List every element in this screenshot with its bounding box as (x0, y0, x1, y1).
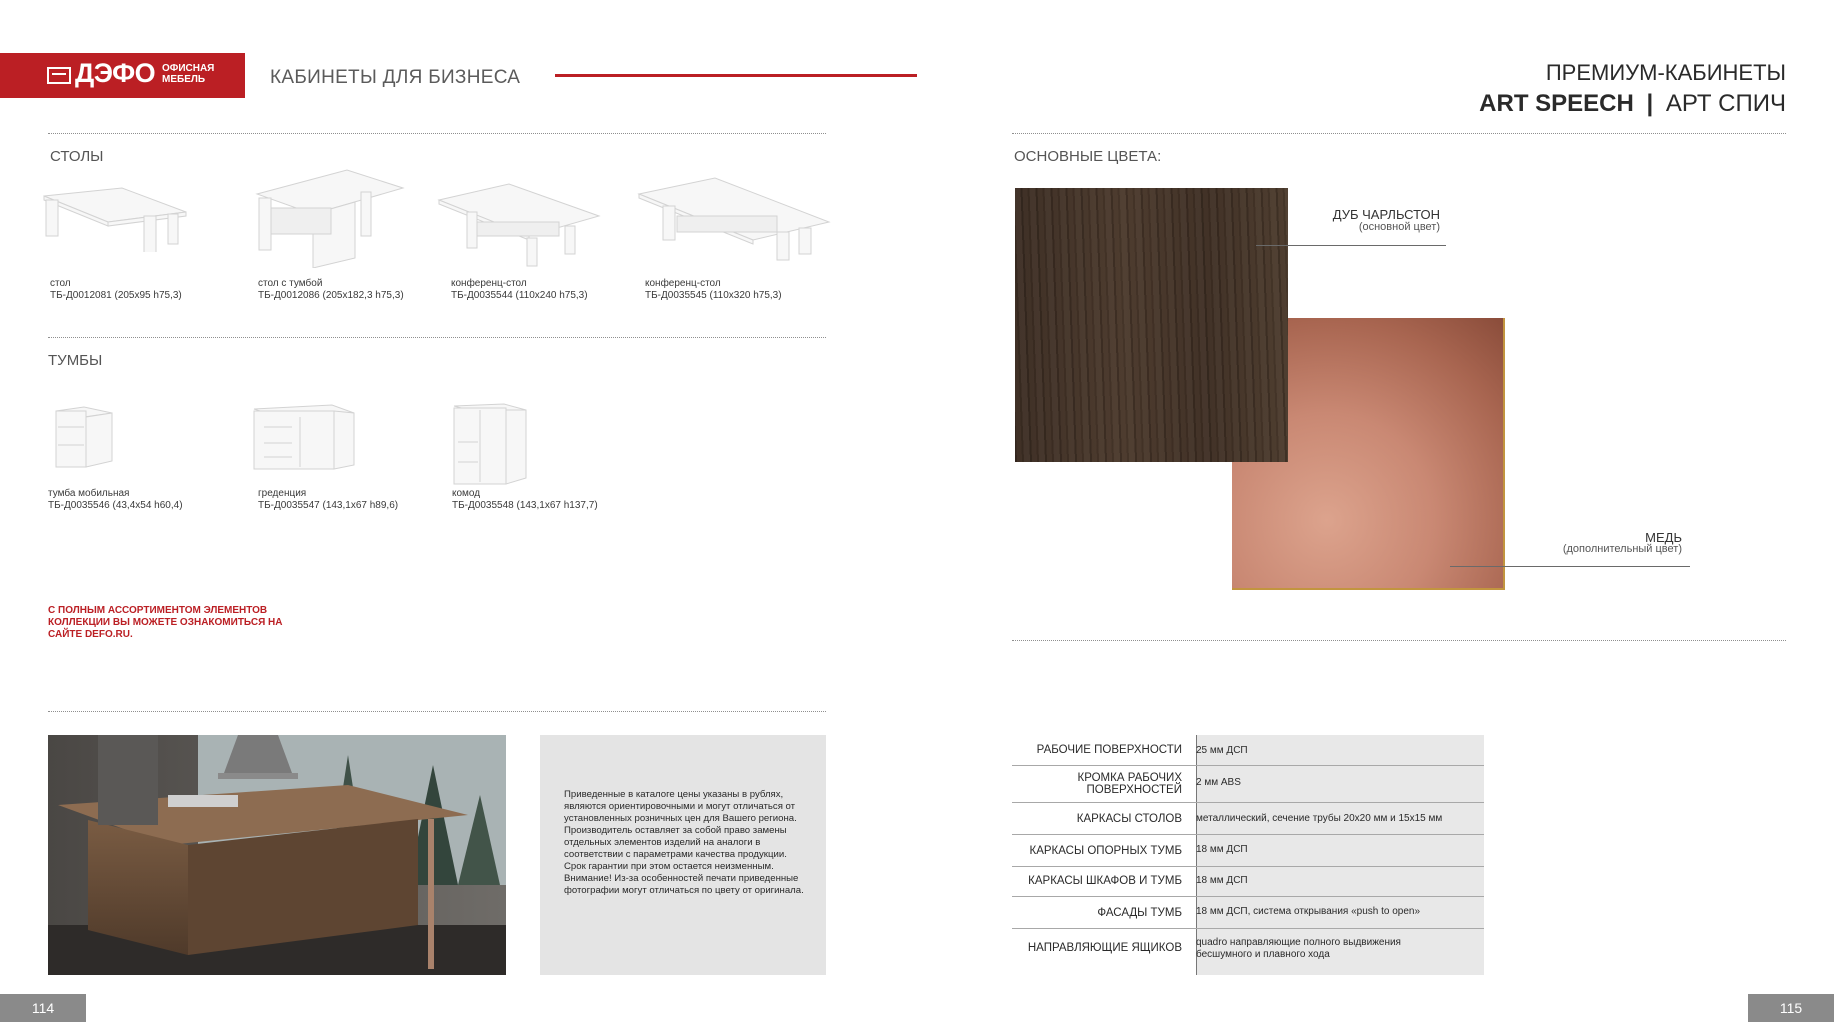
oak-swatch (1015, 188, 1288, 462)
page-number-right: 115 (1748, 994, 1834, 1022)
spec-row (1012, 928, 1484, 975)
product-code: ТБ-Д0035548 (143,1x67 h137,7) (452, 500, 598, 511)
spec-value: 18 мм ДСП (1196, 875, 1248, 886)
logo-icon (47, 67, 71, 84)
page-number-left: 114 (0, 994, 86, 1022)
product-code: ТБ-Д0035545 (110x320 h75,3) (645, 290, 782, 301)
secondary-color-note: (дополнительный цвет) (1562, 543, 1682, 555)
spec-value: 18 мм ДСП, система открывания «push to open» (1196, 906, 1421, 917)
conference-table-drawing (437, 182, 602, 267)
spec-label: РАБОЧИЕ ПОВЕРХНОСТИ (1036, 744, 1182, 756)
desk-drawing (40, 182, 190, 252)
spec-label: ФАСАДЫ ТУМБ (1097, 907, 1182, 919)
divider (48, 133, 826, 134)
product-name: стол (50, 278, 71, 289)
product-name: тумба мобильная (48, 488, 130, 499)
leader-line (1256, 245, 1446, 246)
logo-subtitle: ОФИСНАЯ МЕБЕЛЬ (162, 63, 215, 85)
spec-value: 2 мм ABS (1196, 777, 1241, 788)
logo-word: ДЭФО (75, 58, 156, 88)
spec-value: 25 мм ДСП (1196, 745, 1248, 756)
primary-color-note: (основной цвет) (1358, 221, 1440, 233)
collection-name (1479, 90, 1786, 118)
secondary-color-name: МЕДЬ (1645, 530, 1682, 545)
spec-value: quadro направляющие полного выдвижения бесшумного и плавного хода (1196, 937, 1401, 960)
product-caption (258, 488, 398, 512)
product-code: ТБ-Д0035544 (110x240 h75,3) (451, 290, 588, 301)
header-rule (555, 74, 917, 77)
section-header: КАБИНЕТЫ ДЛЯ БИЗНЕСА (270, 67, 521, 88)
spec-label: КАРКАСЫ ШКАФОВ И ТУМБ (1028, 875, 1182, 887)
collection-name-latin: ART SPEECH (1479, 90, 1634, 117)
primary-color-name: ДУБ ЧАРЛЬСТОН (1332, 207, 1440, 222)
divider (48, 711, 826, 712)
divider (48, 337, 826, 338)
product-code: ТБ-Д0035547 (143,1x67 h89,6) (258, 500, 399, 511)
credenza-drawing (252, 403, 357, 473)
spec-row (1012, 765, 1484, 803)
spec-row (1012, 802, 1484, 835)
leader-line (1450, 566, 1690, 567)
large-conference-table-drawing (637, 176, 832, 266)
cabinets-section-title: ТУМБЫ (48, 352, 103, 369)
spec-label: КРОМКА РАБОЧИХ ПОВЕРХНОСТЕЙ (1077, 772, 1182, 796)
product-caption (645, 278, 782, 302)
divider (1012, 640, 1786, 641)
product-caption (258, 278, 404, 302)
spec-label: НАПРАВЛЯЮЩИЕ ЯЩИКОВ (1027, 942, 1182, 954)
spec-row (1012, 896, 1484, 929)
product-name: конференц-стол (645, 278, 721, 289)
mobile-pedestal-drawing (54, 405, 116, 471)
product-caption (50, 278, 182, 302)
spec-row (1012, 866, 1484, 897)
divider (1012, 133, 1786, 134)
product-code: ТБ-Д0035546 (43,4x54 h60,4) (48, 500, 183, 511)
spec-label: КАРКАСЫ СТОЛОВ (1076, 813, 1182, 825)
product-name: конференц-стол (451, 278, 527, 289)
product-caption (452, 488, 598, 512)
page-title: ПРЕМИУМ-КАБИНЕТЫ (1545, 60, 1786, 85)
collection-name-cyrillic: АРТ СПИЧ (1665, 90, 1786, 117)
product-name: комод (452, 488, 481, 499)
desk-with-pedestal-drawing (255, 168, 405, 268)
spec-value: металлический, сечение трубы 20x20 мм и 15x15 мм (1196, 813, 1443, 824)
spec-row (1012, 735, 1484, 766)
product-code: ТБ-Д0012081 (205x95 h75,3) (50, 290, 182, 301)
product-code: ТБ-Д0012086 (205x182,3 h75,3) (258, 290, 404, 301)
product-caption (48, 488, 183, 512)
spec-value: 18 мм ДСП (1196, 844, 1248, 855)
collection-separator: | (1646, 90, 1654, 117)
spec-row (1012, 834, 1484, 867)
dresser-drawing (452, 402, 528, 486)
assortment-note: С ПОЛНЫМ АССОРТИМЕНТОМ ЭЛЕМЕНТОВ КОЛЛЕКЦИИ ВЫ МОЖЕТЕ ОЗНАКОМИТЬСЯ НА САЙТЕ DEFO.RU. (48, 605, 283, 640)
colors-section-title: ОСНОВНЫЕ ЦВЕТА: (1014, 148, 1162, 165)
product-name: стол с тумбой (258, 278, 323, 289)
price-disclaimer: Приведенные в каталоге цены указаны в рублях, являются ориентировочными и могут отличаться от установленных розничных цен для Вашего региона. Производитель оставляет за собой право замены отдельных элементов изделий на аналоги в соответствии с параметрами качества продукции. Срок гарантии при этом остается неизменным. Внимание! Из-за особенностей печати приведенные фотографии могут отличаться по цвету от оригинала. (564, 789, 804, 896)
product-name: греденция (258, 488, 307, 499)
interior-photo (48, 735, 506, 975)
tables-section-title: СТОЛЫ (50, 148, 104, 165)
product-caption (451, 278, 588, 302)
spec-label: КАРКАСЫ ОПОРНЫХ ТУМБ (1029, 845, 1182, 857)
